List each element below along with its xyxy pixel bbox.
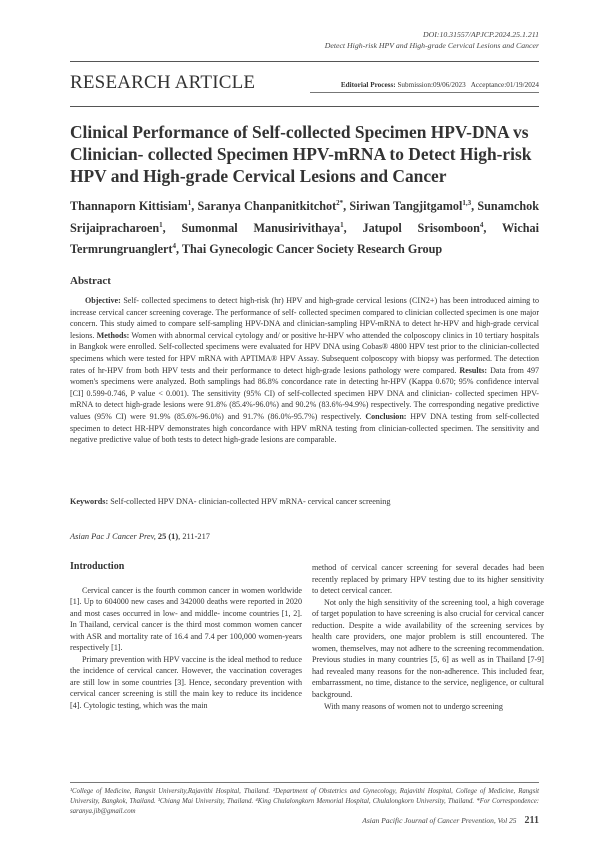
author-name: , Thai Gynecologic Cancer Society Research Group [175,242,443,257]
author-name: , Saranya Chanpanitkitchot [191,199,337,214]
paragraph: Not only the high sensitivity of the screening tool, a high coverage of target population to have screening is also crucial for cervical cancer reduction. Despite a wide availability of the screening services by health care providers, one major problem is still encountered. The women, themselves, may not adhere to the screening recommendation. Previous studies in many countries [5, 6] as well as in Thailand [7-9] had revealed many reasons for the non-adherence. This included fear, embarrassment, no time, distance to the service, negligence, or cultural background. [312,597,544,700]
abstract-body [70,295,539,446]
citation [70,532,210,541]
keywords-text: Self-collected HPV DNA- clinician-collected HPV mRNA- cervical cancer screening [108,497,391,506]
results-text: Data from 497 women's specimens were analyzed. Both samplings had 86.8% concordance rate in detecting hr-HPV (Kappa 0.670; 95% confidence interval [CI] 0.599-0.746, P value < 0.001). The sensitivity (95% CI) of self-collected specimen HPV DNA and clinician- collected specimen HPV-mRNA to detect high-grade lesions were 91.8% (85.4%-96.0%) and 90.2% (83.6%-94.9%) respectively. The corresponding negative predictive values (95% CI) were 91.9% (85.6%-96.0%) and 91.7% (86.0%-95.7%) respectively. [70,365,539,421]
author-name: Thannaporn Kittisiam [70,199,188,214]
submission-date: Submission:09/06/2023 [397,81,466,89]
left-column [70,560,302,712]
author-name: , Sunamchok Srijaipracharoen [70,199,540,235]
footnote-divider [70,782,539,783]
affiliation-mark: 2* [336,199,344,207]
citation-pages: , 211-217 [178,532,210,541]
affiliations: ¹College of Medicine, Rangsit University,Rajavithi Hospital, Thailand. ²Department of Obstetrics and Gynecology, Rajavithi Hospital, College of Medicine, Rangsit University, Bangkok, Thailand. ³Chiang Mai University, Thailand. ⁴King Chulalongkorn Memorial Hospital, Chulalongkorn University, Thailand. *For Correspondence: saranya.jib@gmail.com [70,788,539,815]
affiliation-mark: 1 [340,220,344,229]
conclusion-label: Conclusion: [365,411,407,421]
page-number: 211 [524,815,539,826]
methods-text: Women with abnormal cervical cytology and/ or positive hr-HPV who attended the colposcopy clinics in 10 tertiary hospitals in Bangkok were enrolled. Self-collected specimens were evaluated for HPV DNA using Cobas® 4800 HPV test prior to the clinician-collected specimens which were tested for HPV mRNA with APTIMA® HPV Assay. Subsequent colposcopy with biopsy was performed. The detection rates of hr-HPV from both HPV tests and their performance to detect high-grade lesions pathology were compared. [70,330,539,375]
affiliation-mark: 1 [187,199,192,207]
conclusion-text: HPV DNA testing from self-collected specimen to detect HR-HPV demonstrates high concordance with HPV mRNA testing from clinician-collected specimen. The sensitivity and negative predictive value of both tests to detect high-grade lesions are comparable. [70,411,539,445]
running-header [325,29,539,51]
editorial-divider [310,92,539,93]
editorial-process [341,81,539,89]
right-column [312,562,544,712]
abstract-heading: Abstract [70,275,111,287]
title-divider [70,106,539,107]
running-title: Detect High-risk HPV and High-grade Cervical Lesions and Cancer [324,41,539,50]
header-divider [70,61,539,62]
paragraph: method of cervical cancer screening for several decades had been recently replaced by primary HPV testing due to its higher sensitivity to detect cervical cancer. [312,563,544,596]
keywords [70,497,539,506]
author-name: , Sumonmal Manusirivithaya [162,220,341,235]
editorial-label: Editorial Process: [340,81,396,89]
footer-journal: Asian Pacific Journal of Cancer Prevention, Vol 25 [362,816,517,825]
author-name: , Siriwan Tangjitgamol [343,199,463,214]
article-type: RESEARCH ARTICLE [70,72,256,93]
paragraph: Primary prevention with HPV vaccine is the ideal method to reduce the incidence of cervical cancer. However, the vaccination coverages are still low in some countries [3]. Hence, secondary prevention with cervical cancer screening is still the main key to reduce its incidence [4]. Cytologic testing, which was the main [70,654,302,711]
page-footer [362,815,539,826]
author-name: , Wichai Termrungruanglert [70,220,539,257]
paragraph: Cervical cancer is the fourth common cancer in women worldwide [1]. Up to 604000 new cases and 342000 deaths were reported in 2020 and most cases occurred in low- and middle- income countries [1, 2]. In Thailand, cervical cancer is the third most common women cancer with ASR and mortality rate of 16.4 and 7.4 per 100,000 women-years respectively [1]. [70,585,302,653]
introduction-heading: Introduction [70,561,125,572]
doi: DOI:10.31557/APJCP.2024.25.1.211 [422,30,539,39]
acceptance-date: Acceptance:01/19/2024 [470,81,539,89]
results-label: Results: [459,365,488,375]
affiliation-mark: 1,3 [462,199,472,207]
affiliation-mark: 4 [479,220,484,229]
author-list [70,194,539,259]
objective-text: Self- collected specimens to detect high-risk (hr) HPV and high-grade cervical lesions (CIN2+) has been introduced aiming to increase cervical cancer screening coverage. The performance of self- collected specimen compared to clinician collected specimen is one major concern. This study aimed to compare self-sampling HPV-DNA and clinician-sampling HPV-mRNA to detect hr-HPV and high-grade cervical lesions. [70,296,539,340]
affiliation-mark: 1 [159,220,163,229]
citation-journal: Asian Pac J Cancer Prev, [70,532,156,541]
objective-label: Objective: [85,296,121,305]
paragraph: With many reasons of women not to undergo screening [324,701,503,711]
author-name: , Jatupol Srisomboon [343,220,480,235]
article-title: Clinical Performance of Self-collected Specimen HPV-DNA vs Clinician- collected Specimen HPV-mRNA to Detect High-risk HPV and High-grade Cervical Lesions and Cancer [70,122,532,186]
methods-label: Methods: [96,330,130,340]
affiliation-mark: 4 [172,242,176,251]
keywords-label: Keywords: [70,497,109,506]
citation-volume: 25 (1) [155,532,179,541]
